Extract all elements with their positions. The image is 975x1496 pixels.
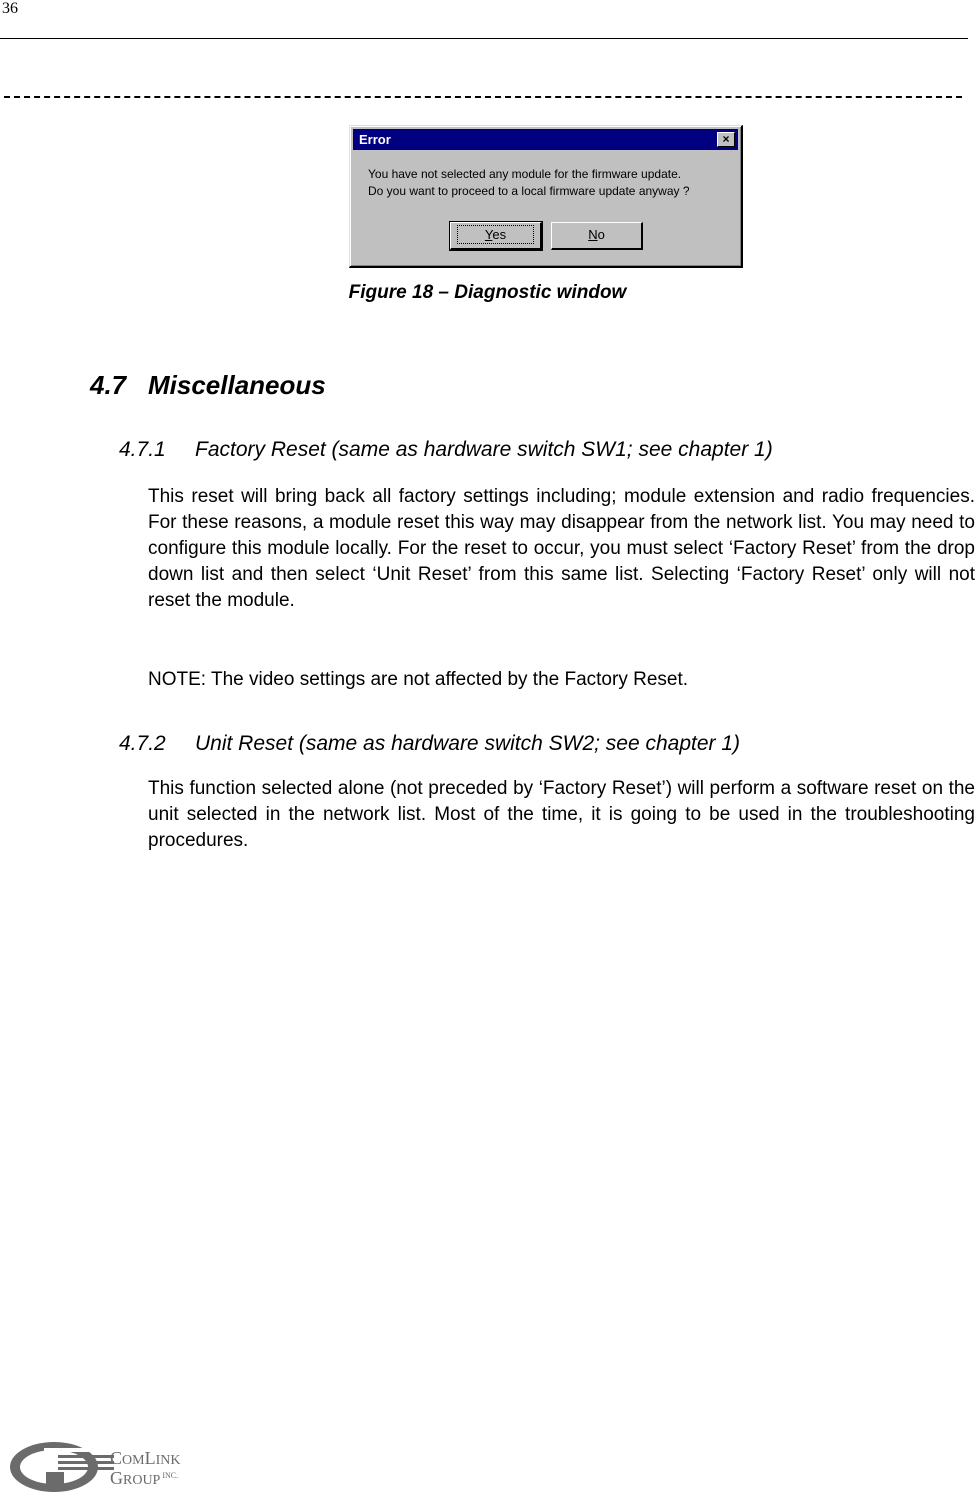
comlink-logo xyxy=(6,1440,226,1494)
yes-button[interactable] xyxy=(450,222,542,250)
unit-reset-paragraph: This function selected alone (not preceded by ‘Factory Reset’) will perform a software reset on the unit selected in the network list. Most of the time, it is going to be used in the troubleshooting procedures. xyxy=(148,778,975,851)
dialog-titlebar xyxy=(353,129,738,150)
subsection-heading-unit-reset xyxy=(119,732,740,756)
dialog-message-line-2: Do you want to proceed to a local firmware update anyway ? xyxy=(368,184,690,198)
section-heading xyxy=(90,370,326,401)
section-number: 4.7 xyxy=(90,370,127,400)
subsection-title: Factory Reset (same as hardware switch SW1; see chapter 1) xyxy=(195,438,773,461)
yes-button-label: Yes xyxy=(459,227,532,242)
error-dialog xyxy=(349,125,743,268)
subsection-title: Unit Reset (same as hardware switch SW2; see chapter 1) xyxy=(195,732,741,755)
dialog-title: Error xyxy=(359,132,391,147)
header-rule xyxy=(0,38,968,39)
factory-reset-paragraph: This reset will bring back all factory settings including; module extension and radio frequencies. For these reasons, a module reset this way may disappear from the network list. You may need to configure this module locally. For the reset to occur, you must select ‘Factory Reset’ from the drop down list and then select ‘Unit Reset’ from this same list. Selecting ‘Factory Reset’ only will not reset the module. xyxy=(148,486,975,611)
figure-caption: Figure 18 – Diagnostic window xyxy=(348,282,627,303)
svg-text:COMLINK: COMLINK xyxy=(110,1448,181,1468)
subsection-heading-factory-reset xyxy=(119,438,773,462)
subsection-number: 4.7.2 xyxy=(119,732,166,755)
svg-text:GROUP INC.: GROUP $^{INC.}$ xyxy=(110,1468,179,1488)
dialog-message-line-1: You have not selected any module for the firmware update. xyxy=(368,167,682,181)
dashed-separator xyxy=(4,96,962,98)
section-title: Miscellaneous xyxy=(148,370,326,400)
no-button-label: No xyxy=(588,227,605,242)
page-number: 36 xyxy=(2,0,18,17)
no-button[interactable] xyxy=(551,222,643,250)
subsection-number: 4.7.1 xyxy=(119,438,166,461)
factory-reset-note: NOTE: The video settings are not affected by the Factory Reset. xyxy=(148,669,689,690)
close-icon[interactable]: × xyxy=(717,132,735,147)
